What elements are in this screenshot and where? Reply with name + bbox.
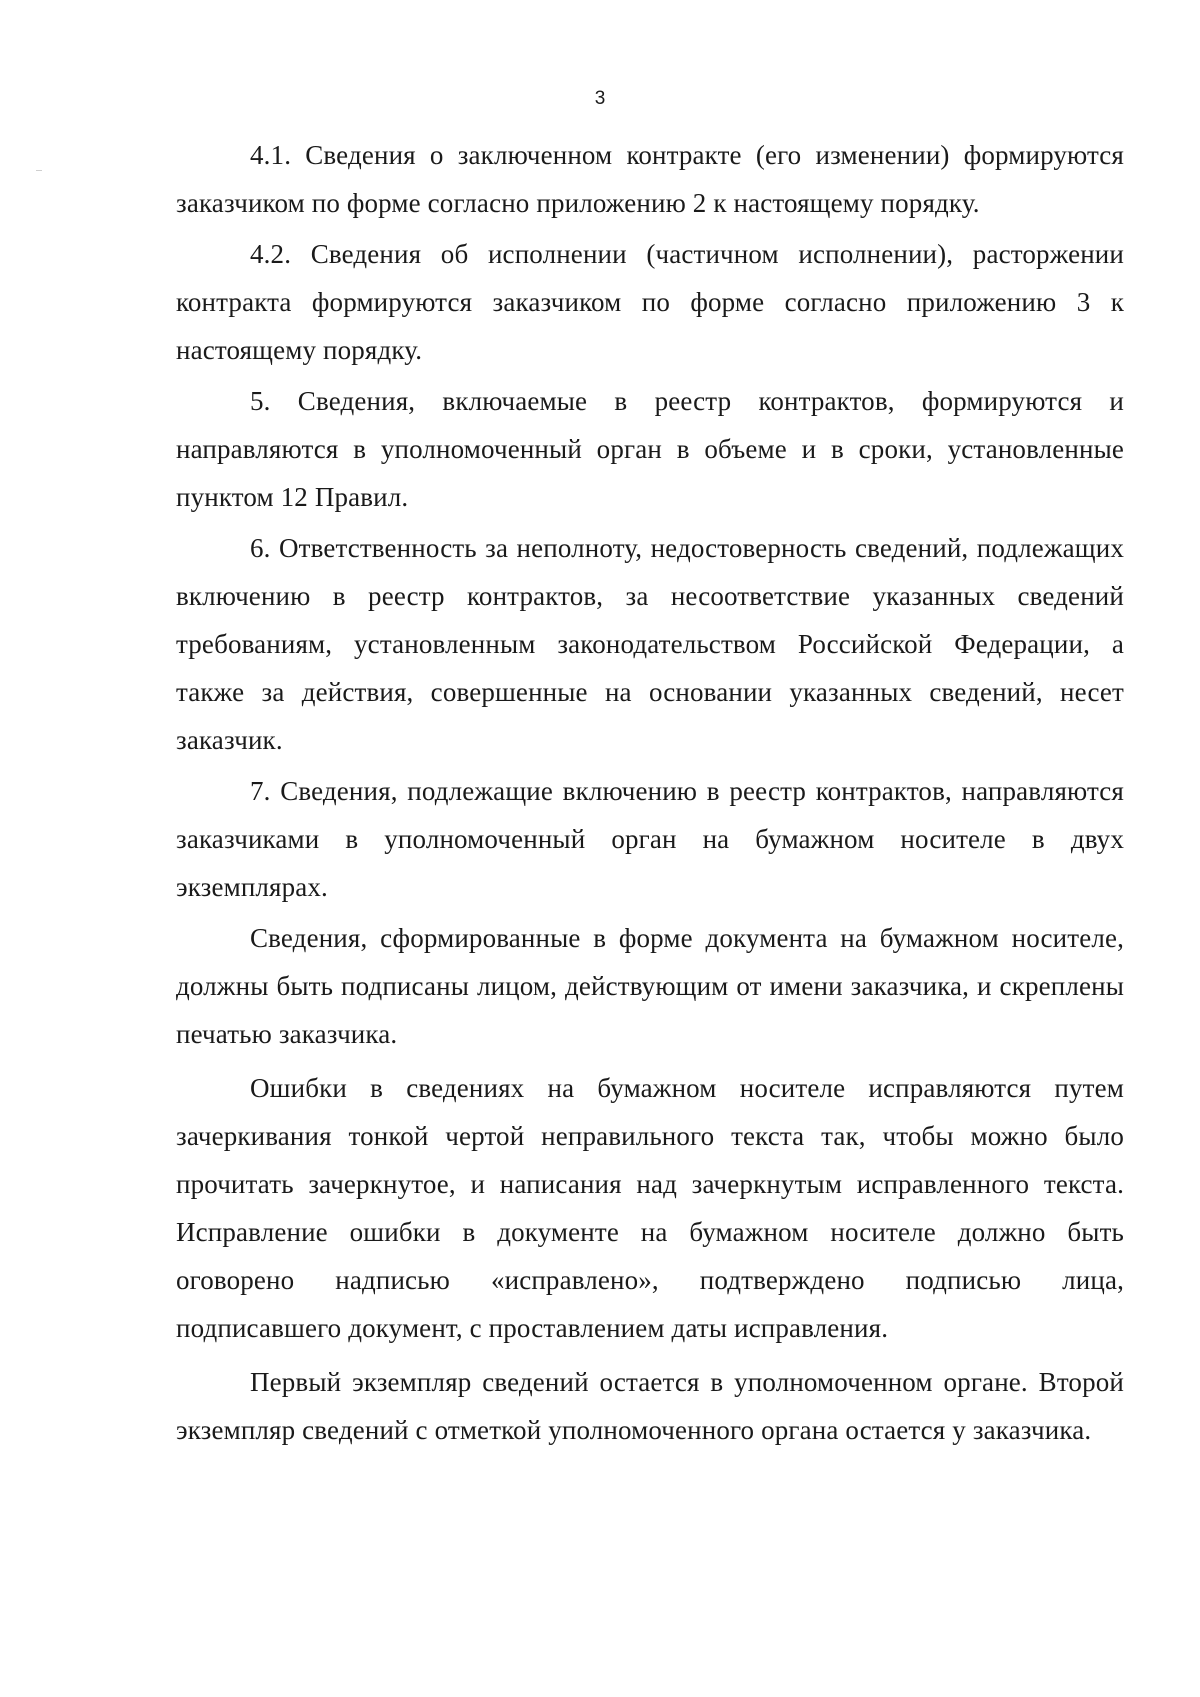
paragraph-7: 7. Сведения, подлежащие включению в реестр контрактов, направляются заказчиками в уполномоченный орган на бумажном носителе в двух экземплярах. — [176, 776, 1124, 902]
page-number: 3 — [594, 88, 606, 109]
paragraph-6: 6. Ответственность за неполноту, недостоверность сведений, подлежащих включению в реестр контрактов, за несоответствие указанных сведений требованиям, установленным законодательством Российской Федерации, а также за действия, совершенные на основании указанных сведений, несет заказчик. — [176, 533, 1124, 755]
paragraph-signature-requirement: Сведения, сформированные в форме документа на бумажном носителе, должны быть подписаны лицом, действующим от имени заказчика, и скреплены печатью заказчика. — [176, 923, 1124, 1049]
paragraph-4-2: 4.2. Сведения об исполнении (частичном исполнении), расторжении контракта формируются заказчиком по форме согласно приложению 3 к настоящему порядку. — [176, 239, 1124, 365]
paragraph-4-1: 4.1. Сведения о заключенном контракте (его изменении) формируются заказчиком по форме согласно приложению 2 к настоящему порядку. — [176, 140, 1124, 218]
paragraph-copies: Первый экземпляр сведений остается в уполномоченном органе. Второй экземпляр сведений с отметкой уполномоченного органа остается у заказчика. — [176, 1367, 1124, 1445]
scan-mark — [36, 170, 42, 171]
paragraph-error-correction: Ошибки в сведениях на бумажном носителе исправляются путем зачеркивания тонкой чертой неправильного текста так, чтобы можно было прочитать зачеркнутое, и написания над зачеркнутым исправленного текста. Исправление ошибки в документе на бумажном носителе должно быть оговорено надписью «исправлено», подтверждено подписью лица, подписавшего документ, с проставлением даты исправления. — [176, 1073, 1124, 1343]
paragraph-5: 5. Сведения, включаемые в реестр контрактов, формируются и направляются в уполномоченный орган в объеме и в сроки, установленные пунктом 12 Правил. — [176, 386, 1124, 512]
document-body — [176, 131, 1124, 1454]
